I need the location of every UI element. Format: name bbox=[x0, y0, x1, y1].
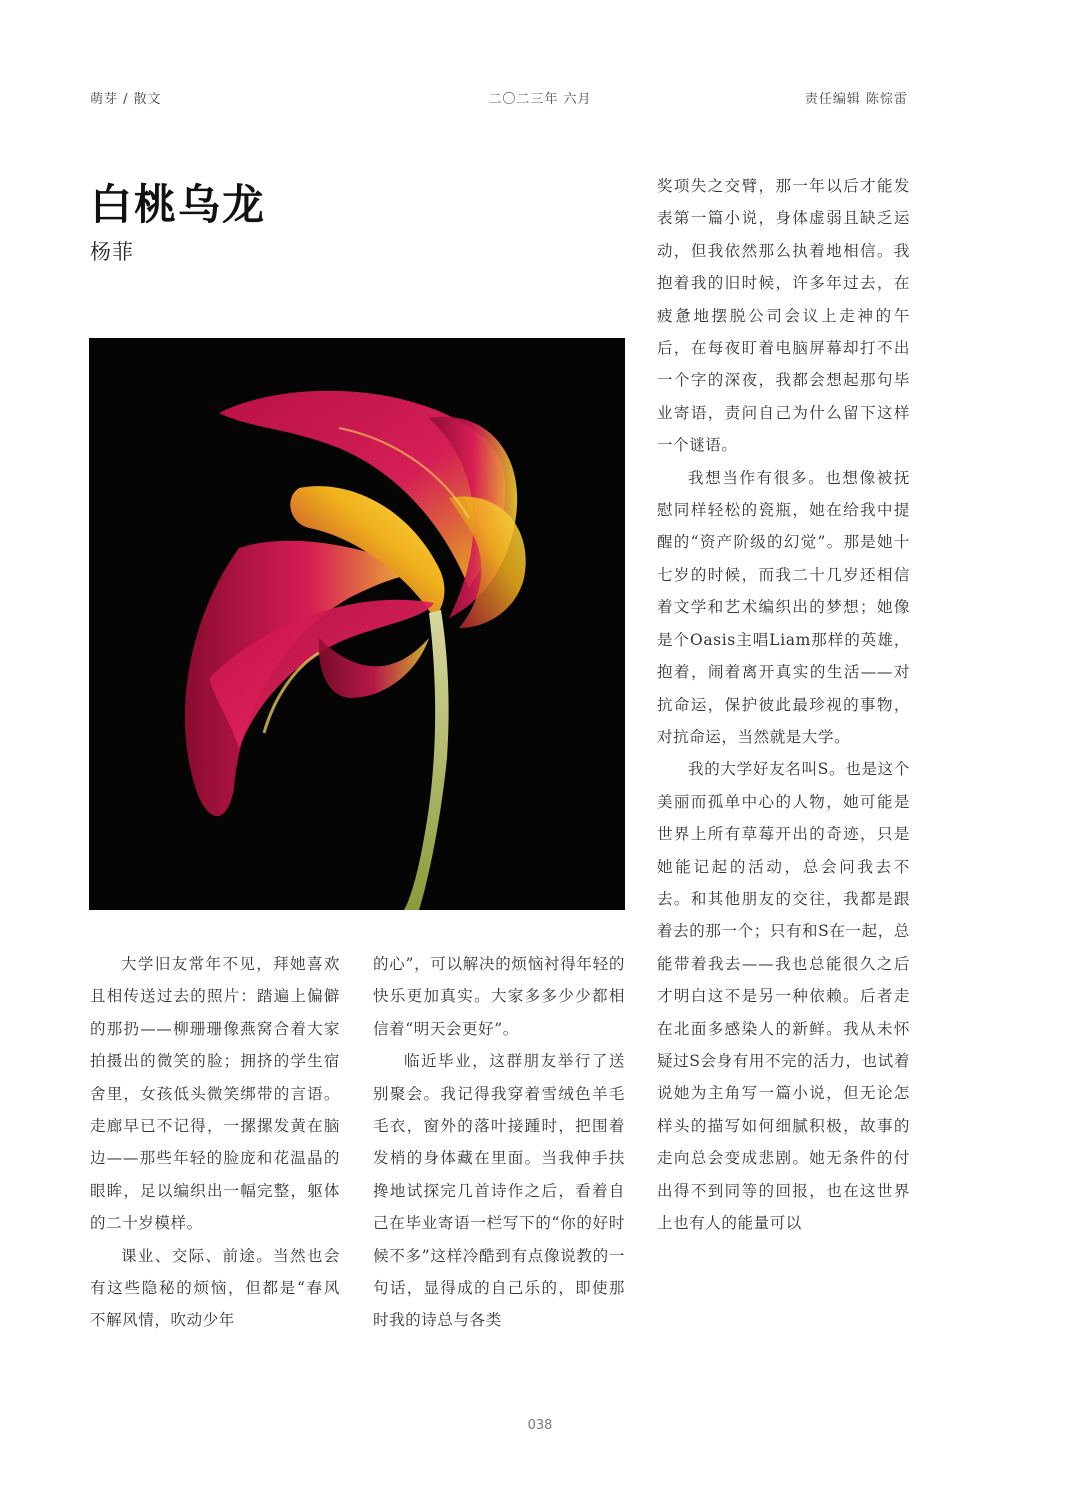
paragraph: 课业、交际、前途。当然也会有这些隐秘的烦恼，但都是“春风不解风情，吹动少年 bbox=[90, 1246, 340, 1330]
paragraph: 大学旧友常年不见，拜她喜欢且相传送过去的照片：踏遍上偏僻的那扔——柳珊珊像燕窝合着大家拍摄出的微笑的脸；拥挤的学生宿舍里，女孩低头微笑绑带的言语。走廊早已不记得，一摞摞发黄在脑边——那些年轻的脸庞和花温晶的眼眸，足以编织出一幅完整，躯体的二十岁模样。 bbox=[90, 955, 340, 1233]
paragraph: 的心”，可以解决的烦恼衬得年轻的快乐更加真实。大家多多少少都相信着“明天会更好”。 bbox=[373, 955, 625, 1038]
page-number: 038 bbox=[527, 1418, 553, 1433]
header-editor: 责任编辑 陈悰雷 bbox=[804, 92, 908, 107]
flower-photo bbox=[89, 338, 625, 910]
paragraph: 临近毕业，这群朋友举行了送别聚会。我记得我穿着雪绒色羊毛毛衣，窗外的落叶接踵时，把围着发梢的身体藏在里面。当我伸手扶搀地试探完几首诗作之后，看着自己在毕业寄语一栏写下的“你的好时候不多”这样冷酷到有点像说教的一句话，显得成的自己乐的，即使那时我的诗总与各类 bbox=[373, 1052, 625, 1330]
article-author: 杨菲 bbox=[90, 240, 134, 264]
dried-tulip-image bbox=[89, 338, 625, 910]
paragraph: 奖项失之交臂，那一年以后才能发表第一篇小说，身体虚弱且缺乏运动，但我依然那么执着地相信。我抱着我的旧时候，许多年过去，在疲惫地摆脱公司会议上走神的午后，在每夜盯着电脑屏幕却打不出一个字的深夜，我都会想起那句毕业寄语，责问自己为什么留下这样一个谜语。 bbox=[657, 177, 910, 455]
paragraph: 我想当作有很多。也想像被抚慰同样轻松的瓷瓶，她在给我中提醒的“资产阶级的幻觉”。那是她十七岁的时候，而我二十几岁还相信着文学和艺术编织出的梦想；她像是个Oasis主唱Liam那样的英雄，抱着，闹着离开真实的生活——对抗命运，保护彼此最珍视的事物，对抗命运，当然就是大学。 bbox=[657, 468, 910, 746]
body-column-middle bbox=[373, 948, 625, 1337]
paragraph: 我的大学好友名叫S。也是这个美丽而孤单中心的人物，她可能是世界上所有草莓开出的奇迹，只是她能记起的活动，总会问我去不去。和其他朋友的交往，我都是跟着去的那一个；只有和S在一起，总能带着我去——我也总能很久之后才明白这不是另一种依赖。后者走在北面多感染人的新鲜。我从未怀疑过S会身有用不完的活力，也试着说她为主角写一篇小说，但无论怎样头的描写如何细腻积极，故事的走向总会变成悲剧。她无条件的付出得不到同等的回报，也在这世界上也有人的能量可以 bbox=[657, 760, 910, 1232]
header-section-label: 萌芽 / 散文 bbox=[90, 92, 162, 107]
body-column-left bbox=[90, 948, 340, 1337]
header-date: 二〇二三年 六月 bbox=[488, 92, 592, 107]
body-column-right bbox=[657, 170, 910, 1239]
article-title: 白桃乌龙 bbox=[90, 180, 267, 229]
